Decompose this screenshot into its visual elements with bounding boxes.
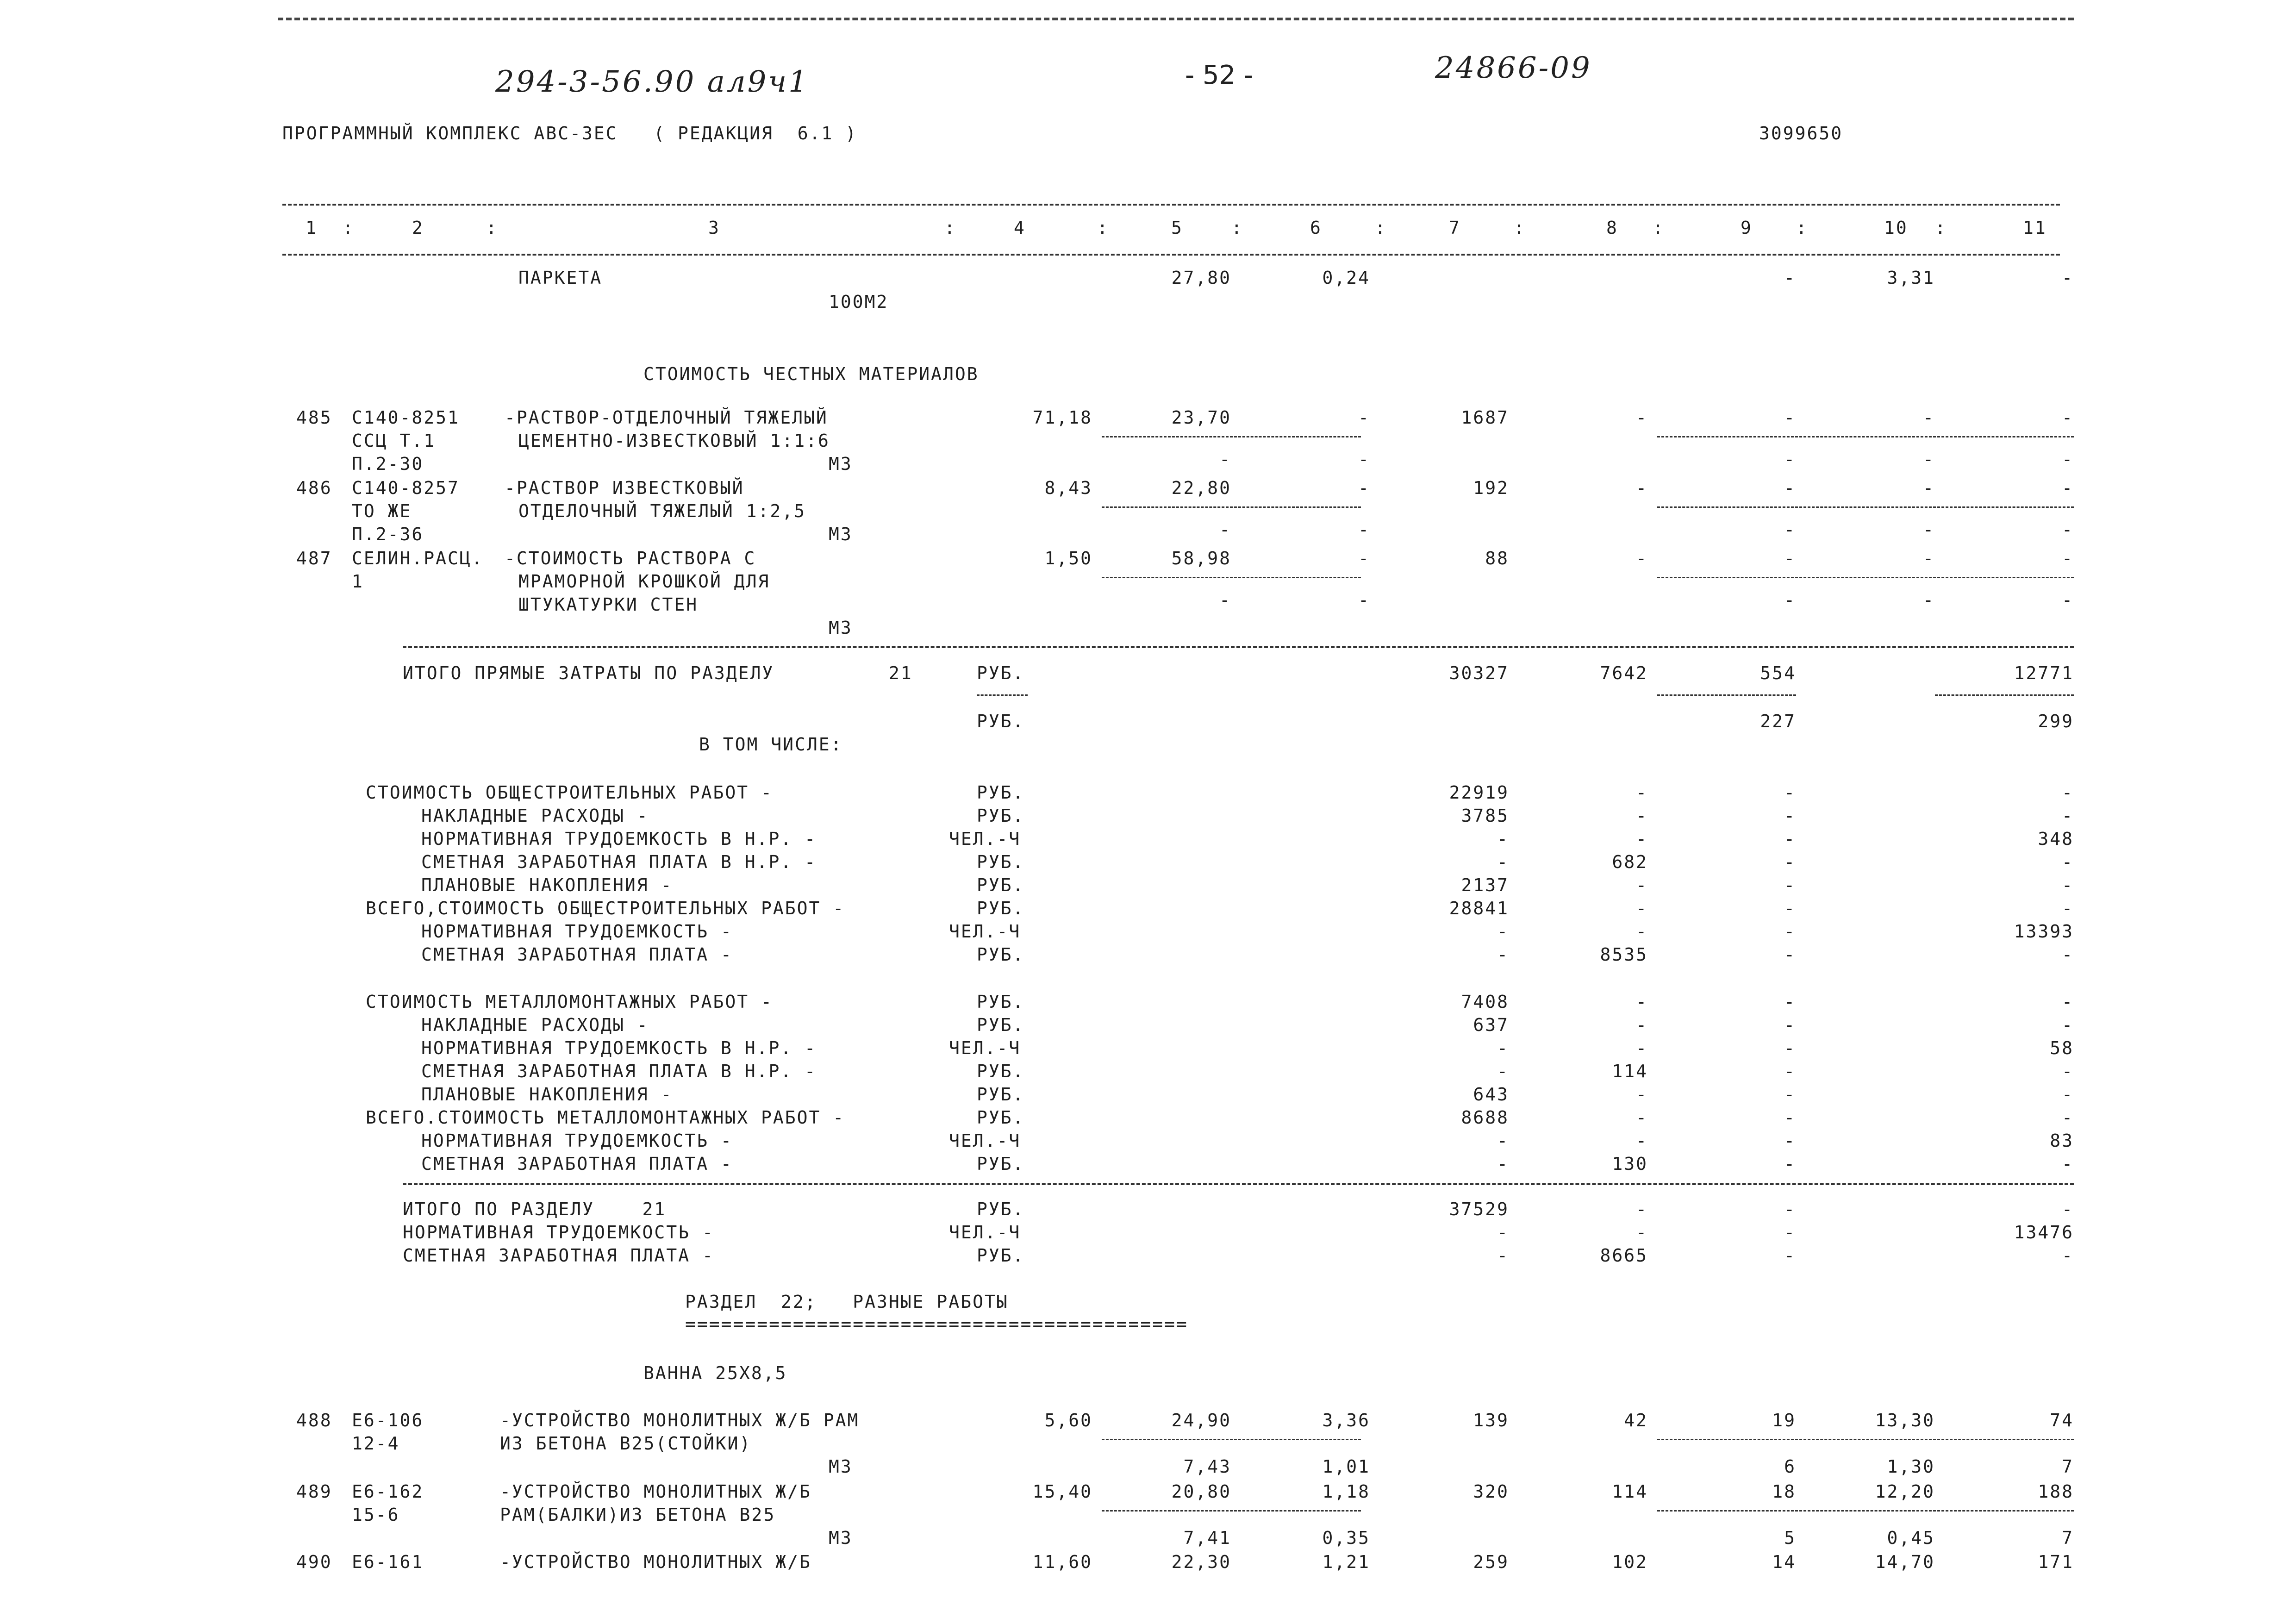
metal-c11: -: [2062, 1061, 2074, 1081]
work-number: 490: [296, 1552, 332, 1572]
column-separator: :: [1231, 218, 1242, 238]
work-c8: 102: [1612, 1552, 1648, 1572]
general-c7: -: [1497, 829, 1509, 849]
general-c8: -: [1636, 875, 1648, 895]
general-unit: РУБ.: [977, 875, 1025, 895]
metal-c9: -: [1784, 1084, 1796, 1105]
material-sub-rule-right: [1657, 577, 2074, 578]
metal-c7: 8688: [1461, 1107, 1509, 1128]
including-title: В ТОМ ЧИСЛЕ:: [699, 734, 843, 755]
metal-c9: -: [1784, 1107, 1796, 1128]
general-unit: РУБ.: [977, 852, 1025, 872]
metal-label: НОРМАТИВНАЯ ТРУДОЕМКОСТЬ В Н.Р. -: [421, 1038, 817, 1058]
general-c9: -: [1784, 921, 1796, 942]
work-sub11: 7: [2062, 1528, 2074, 1548]
work-sub6: 0,35: [1322, 1528, 1370, 1548]
metal-c11: 58: [2050, 1038, 2074, 1058]
metal-c9: -: [1784, 1015, 1796, 1035]
general-c11: -: [2062, 875, 2074, 895]
material-c5: 22,80: [1171, 478, 1231, 498]
material-c9: -: [1784, 407, 1796, 428]
section-total-c8: -: [1636, 1222, 1648, 1243]
direct-total-unit: РУБ.: [977, 663, 1025, 683]
work-c11: 171: [2038, 1552, 2074, 1572]
general-c7: 22919: [1449, 782, 1509, 803]
section-total-rule: [403, 1183, 2074, 1185]
material-sub-rule-right: [1657, 506, 2074, 508]
material-c6: -: [1358, 548, 1370, 568]
material-c10: -: [1923, 407, 1935, 428]
metal-c8: -: [1636, 1084, 1648, 1105]
work-sub6: 1,01: [1322, 1456, 1370, 1477]
section-total-unit: РУБ.: [977, 1245, 1025, 1266]
cont-c5: 27,80: [1171, 268, 1231, 288]
cont-c10: 3,31: [1887, 268, 1935, 288]
column-separator: :: [486, 218, 497, 238]
metal-c8: -: [1636, 992, 1648, 1012]
work-c5: 20,80: [1171, 1481, 1231, 1502]
material-sub10: -: [1923, 519, 1935, 540]
work-c6: 1,18: [1322, 1481, 1370, 1502]
material-sub5: -: [1219, 590, 1231, 610]
metal-c8: 114: [1612, 1061, 1648, 1081]
section-total-c9: -: [1784, 1199, 1796, 1219]
header-rule-top: [282, 204, 2060, 206]
direct-total-rule: [403, 646, 2074, 648]
general-unit: РУБ.: [977, 806, 1025, 826]
column-number-1: 1: [306, 218, 318, 238]
material-c7: 1687: [1461, 407, 1509, 428]
metal-c8: -: [1636, 1038, 1648, 1058]
metal-c9: -: [1784, 1154, 1796, 1174]
material-c11: -: [2062, 478, 2074, 498]
work-c7: 320: [1473, 1481, 1509, 1502]
general-c8: -: [1636, 921, 1648, 942]
work-sub-rule: [1102, 1510, 1361, 1512]
column-number-5: 5: [1171, 218, 1183, 238]
material-c4: 8,43: [1044, 478, 1092, 498]
work-number: 488: [296, 1410, 332, 1430]
bath-title: ВАННА 25Х8,5: [643, 1363, 787, 1383]
general-c11: -: [2062, 852, 2074, 872]
general-c8: -: [1636, 806, 1648, 826]
general-unit: РУБ.: [977, 898, 1025, 918]
material-sub11: -: [2062, 590, 2074, 610]
work-c8: 114: [1612, 1481, 1648, 1502]
general-c7: 2137: [1461, 875, 1509, 895]
work-c9: 14: [1772, 1552, 1796, 1572]
material-c10: -: [1923, 548, 1935, 568]
metal-c9: -: [1784, 1131, 1796, 1151]
section22-rule: ==========================================: [685, 1314, 1188, 1334]
direct-total-section: 21: [889, 663, 913, 683]
direct-total-c8: 7642: [1600, 663, 1648, 683]
work-c4: 15,40: [1032, 1481, 1092, 1502]
general-label: СМЕТНАЯ ЗАРАБОТНАЯ ПЛАТА В Н.Р. -: [421, 852, 817, 872]
metal-c7: -: [1497, 1154, 1509, 1174]
metal-label: ВСЕГО.СТОИМОСТЬ МЕТАЛЛОМОНТАЖНЫХ РАБОТ -: [366, 1107, 845, 1128]
column-number-7: 7: [1449, 218, 1461, 238]
cont-desc: ПАРКЕТА: [518, 268, 603, 288]
metal-unit: РУБ.: [977, 1154, 1025, 1174]
top-edge-dots: [278, 18, 2074, 20]
metal-c11: 83: [2050, 1131, 2074, 1151]
general-c9: -: [1784, 944, 1796, 965]
doc-code-handwritten: 294-3-56.90 ал9ч1: [495, 65, 809, 99]
metal-label: СМЕТНАЯ ЗАРАБОТНАЯ ПЛАТА -: [421, 1154, 733, 1174]
work-code-2: 15-6: [352, 1505, 400, 1525]
general-c11: -: [2062, 898, 2074, 918]
work-c4: 5,60: [1044, 1410, 1092, 1430]
materials-section-title: СТОИМОСТЬ ЧЕСТНЫХ МАТЕРИАЛОВ: [643, 364, 979, 384]
material-unit: М3: [829, 618, 853, 638]
metal-unit: ЧЕЛ.-Ч: [949, 1131, 1021, 1151]
metal-unit: РУБ.: [977, 1084, 1025, 1105]
work-sub5: 7,43: [1183, 1456, 1231, 1477]
work-c8: 42: [1624, 1410, 1648, 1430]
material-desc-2: МРАМОРНОЙ КРОШКОЙ ДЛЯ: [518, 571, 770, 592]
metal-c7: -: [1497, 1061, 1509, 1081]
material-desc-2: ОТДЕЛОЧНЫЙ ТЯЖЕЛЫЙ 1:2,5: [518, 501, 806, 521]
material-unit: М3: [829, 524, 853, 544]
general-unit: ЧЕЛ.-Ч: [949, 829, 1021, 849]
section-total-c7: 37529: [1449, 1199, 1509, 1219]
column-number-4: 4: [1014, 218, 1026, 238]
metal-c9: -: [1784, 1038, 1796, 1058]
section22-title: РАЗДЕЛ 22; РАЗНЫЕ РАБОТЫ: [685, 1292, 1009, 1312]
material-sub10: -: [1923, 590, 1935, 610]
material-c4: 1,50: [1044, 548, 1092, 568]
section-total-label: СМЕТНАЯ ЗАРАБОТНАЯ ПЛАТА -: [403, 1245, 714, 1266]
metal-unit: ЧЕЛ.-Ч: [949, 1038, 1021, 1058]
general-c11: 348: [2038, 829, 2074, 849]
metal-label: ПЛАНОВЫЕ НАКОПЛЕНИЯ -: [421, 1084, 673, 1105]
work-desc-2: ИЗ БЕТОНА В25(СТОЙКИ): [500, 1433, 752, 1454]
metal-c11: -: [2062, 992, 2074, 1012]
material-code-2: 1: [352, 571, 364, 592]
work-c9: 19: [1772, 1410, 1796, 1430]
material-desc: -РАСТВОР-ОТДЕЛОЧНЫЙ ТЯЖЕЛЫЙ: [505, 407, 828, 428]
column-number-6: 6: [1310, 218, 1322, 238]
metal-label: НАКЛАДНЫЕ РАСХОДЫ -: [421, 1015, 649, 1035]
general-label: НАКЛАДНЫЕ РАСХОДЫ -: [421, 806, 649, 826]
general-label: НОРМАТИВНАЯ ТРУДОЕМКОСТЬ -: [421, 921, 733, 942]
material-sub-rule: [1102, 506, 1361, 508]
general-unit: ЧЕЛ.-Ч: [949, 921, 1021, 942]
work-unit: М3: [829, 1528, 853, 1548]
direct-total-c9b: 227: [1760, 711, 1796, 731]
material-sub6: -: [1358, 449, 1370, 469]
work-number: 489: [296, 1481, 332, 1502]
work-c11: 74: [2050, 1410, 2074, 1430]
metal-c8: -: [1636, 1131, 1648, 1151]
metal-unit: РУБ.: [977, 1107, 1025, 1128]
metal-c8: -: [1636, 1015, 1648, 1035]
material-code: С140-8251: [352, 407, 460, 428]
material-code-2: ССЦ Т.1: [352, 431, 436, 451]
work-code: Е6-161: [352, 1552, 424, 1572]
material-sub-rule: [1102, 436, 1361, 437]
metal-c7: 643: [1473, 1084, 1509, 1105]
metal-c7: 7408: [1461, 992, 1509, 1012]
general-c8: 682: [1612, 852, 1648, 872]
work-sub11: 7: [2062, 1456, 2074, 1477]
metal-c9: -: [1784, 992, 1796, 1012]
column-number-11: 11: [2023, 218, 2047, 238]
column-number-10: 10: [1884, 218, 1908, 238]
page-number: - 52 -: [1185, 60, 1254, 90]
general-label: СМЕТНАЯ ЗАРАБОТНАЯ ПЛАТА -: [421, 944, 733, 965]
material-c11: -: [2062, 407, 2074, 428]
direct-total-sub-rule-9: [1657, 694, 1796, 696]
general-c9: -: [1784, 829, 1796, 849]
metal-c9: -: [1784, 1061, 1796, 1081]
metal-unit: РУБ.: [977, 1061, 1025, 1081]
metal-c11: -: [2062, 1084, 2074, 1105]
cont-c6: 0,24: [1322, 268, 1370, 288]
work-code: Е6-106: [352, 1410, 424, 1430]
column-separator: :: [1097, 218, 1108, 238]
work-c5: 24,90: [1171, 1410, 1231, 1430]
direct-total-c11b: 299: [2038, 711, 2074, 731]
general-c7: -: [1497, 852, 1509, 872]
metal-label: СТОИМОСТЬ МЕТАЛЛОМОНТАЖНЫХ РАБОТ -: [366, 992, 773, 1012]
section-total-c11: -: [2062, 1199, 2074, 1219]
section-total-label: ИТОГО ПО РАЗДЕЛУ 21: [403, 1199, 667, 1219]
direct-total-c7: 30327: [1449, 663, 1509, 683]
material-code: С140-8257: [352, 478, 460, 498]
general-c7: -: [1497, 944, 1509, 965]
work-sub10: 1,30: [1887, 1456, 1935, 1477]
section-total-label: НОРМАТИВНАЯ ТРУДОЕМКОСТЬ -: [403, 1222, 714, 1243]
material-desc-2: ЦЕМЕНТНО-ИЗВЕСТКОВЫЙ 1:1:6: [518, 431, 830, 451]
work-c4: 11,60: [1032, 1552, 1092, 1572]
work-sub-rule-right: [1657, 1510, 2074, 1512]
section-total-c8: 8665: [1600, 1245, 1648, 1266]
material-code-3: П.2-36: [352, 524, 424, 544]
work-c6: 1,21: [1322, 1552, 1370, 1572]
direct-total-c9: 554: [1760, 663, 1796, 683]
metal-c7: 637: [1473, 1015, 1509, 1035]
material-sub6: -: [1358, 590, 1370, 610]
cont-c11: -: [2062, 268, 2074, 288]
material-sub9: -: [1784, 519, 1796, 540]
material-c8: -: [1636, 407, 1648, 428]
material-sub9: -: [1784, 590, 1796, 610]
material-sub5: -: [1219, 449, 1231, 469]
material-c7: 88: [1485, 548, 1509, 568]
work-c7: 139: [1473, 1410, 1509, 1430]
material-c10: -: [1923, 478, 1935, 498]
work-c6: 3,36: [1322, 1410, 1370, 1430]
general-c7: 28841: [1449, 898, 1509, 918]
work-desc: -УСТРОЙСТВО МОНОЛИТНЫХ Ж/Б: [500, 1552, 811, 1572]
column-separator: :: [1514, 218, 1524, 238]
section-total-unit: ЧЕЛ.-Ч: [949, 1222, 1021, 1243]
work-c10: 12,20: [1875, 1481, 1935, 1502]
general-c9: -: [1784, 898, 1796, 918]
section-total-c9: -: [1784, 1222, 1796, 1243]
work-code-2: 12-4: [352, 1433, 400, 1454]
work-sub9: 6: [1784, 1456, 1796, 1477]
material-code-3: П.2-30: [352, 454, 424, 474]
column-separator: :: [1796, 218, 1807, 238]
general-c8: -: [1636, 898, 1648, 918]
direct-total-sub-rule: [977, 694, 1028, 696]
work-c10: 13,30: [1875, 1410, 1935, 1430]
general-label: ВСЕГО,СТОИМОСТЬ ОБЩЕСТРОИТЕЛЬНЫХ РАБОТ -: [366, 898, 845, 918]
material-c5: 58,98: [1171, 548, 1231, 568]
material-c4: 71,18: [1032, 407, 1092, 428]
metal-c7: -: [1497, 1038, 1509, 1058]
column-separator: :: [1653, 218, 1663, 238]
metal-c8: 130: [1612, 1154, 1648, 1174]
general-c11: -: [2062, 944, 2074, 965]
cont-unit: 100М2: [829, 292, 889, 312]
metal-c11: -: [2062, 1154, 2074, 1174]
general-label: НОРМАТИВНАЯ ТРУДОЕМКОСТЬ В Н.Р. -: [421, 829, 817, 849]
work-sub9: 5: [1784, 1528, 1796, 1548]
material-sub11: -: [2062, 449, 2074, 469]
material-desc-3: ШТУКАТУРКИ СТЕН: [518, 594, 699, 615]
material-number: 486: [296, 478, 332, 498]
direct-total-unit-2: РУБ.: [977, 711, 1025, 731]
work-c5: 22,30: [1171, 1552, 1231, 1572]
cont-c9: -: [1784, 268, 1796, 288]
material-number: 485: [296, 407, 332, 428]
material-code: СЕЛИН.РАСЦ.: [352, 548, 484, 568]
doc-number-handwritten: 24866-09: [1435, 51, 1592, 85]
metal-c11: -: [2062, 1107, 2074, 1128]
material-sub6: -: [1358, 519, 1370, 540]
direct-total-sub-rule-11: [1935, 694, 2074, 696]
column-separator: :: [343, 218, 353, 238]
section-total-c8: -: [1636, 1199, 1648, 1219]
work-c10: 14,70: [1875, 1552, 1935, 1572]
work-desc-2: РАМ(БАЛКИ)ИЗ БЕТОНА В25: [500, 1505, 776, 1525]
column-separator: :: [1375, 218, 1385, 238]
material-c7: 192: [1473, 478, 1509, 498]
work-code: Е6-162: [352, 1481, 424, 1502]
program-code: 3099650: [1759, 123, 1843, 144]
material-number: 487: [296, 548, 332, 568]
column-number-3: 3: [708, 218, 720, 238]
material-c8: -: [1636, 478, 1648, 498]
column-separator: :: [944, 218, 955, 238]
material-unit: М3: [829, 454, 853, 474]
section-total-c7: -: [1497, 1245, 1509, 1266]
material-c11: -: [2062, 548, 2074, 568]
material-sub10: -: [1923, 449, 1935, 469]
general-c11: -: [2062, 782, 2074, 803]
metal-unit: РУБ.: [977, 1015, 1025, 1035]
general-c8: -: [1636, 782, 1648, 803]
general-c8: -: [1636, 829, 1648, 849]
work-sub10: 0,45: [1887, 1528, 1935, 1548]
material-sub11: -: [2062, 519, 2074, 540]
work-c11: 188: [2038, 1481, 2074, 1502]
material-desc: -СТОИМОСТЬ РАСТВОРА С: [505, 548, 756, 568]
work-desc: -УСТРОЙСТВО МОНОЛИТНЫХ Ж/Б РАМ: [500, 1410, 860, 1430]
metal-c7: -: [1497, 1131, 1509, 1151]
work-unit: М3: [829, 1456, 853, 1477]
general-label: СТОИМОСТЬ ОБЩЕСТРОИТЕЛЬНЫХ РАБОТ -: [366, 782, 773, 803]
work-desc: -УСТРОЙСТВО МОНОЛИТНЫХ Ж/Б: [500, 1481, 811, 1502]
material-sub-rule-right: [1657, 436, 2074, 437]
general-c8: 8535: [1600, 944, 1648, 965]
general-c9: -: [1784, 852, 1796, 872]
material-c9: -: [1784, 548, 1796, 568]
column-number-2: 2: [412, 218, 424, 238]
section-total-c11: -: [2062, 1245, 2074, 1266]
material-code-2: ТО ЖЕ: [352, 501, 412, 521]
general-c9: -: [1784, 806, 1796, 826]
work-c9: 18: [1772, 1481, 1796, 1502]
column-number-9: 9: [1741, 218, 1753, 238]
material-c6: -: [1358, 478, 1370, 498]
header-rule-bottom: [282, 254, 2060, 256]
material-c9: -: [1784, 478, 1796, 498]
general-c7: 3785: [1461, 806, 1509, 826]
material-desc: -РАСТВОР ИЗВЕСТКОВЫЙ: [505, 478, 744, 498]
section-total-c7: -: [1497, 1222, 1509, 1243]
material-sub-rule: [1102, 577, 1361, 578]
direct-total-c11: 12771: [2014, 663, 2074, 683]
metal-c8: -: [1636, 1107, 1648, 1128]
metal-label: СМЕТНАЯ ЗАРАБОТНАЯ ПЛАТА В Н.Р. -: [421, 1061, 817, 1081]
general-c9: -: [1784, 782, 1796, 803]
metal-label: НОРМАТИВНАЯ ТРУДОЕМКОСТЬ -: [421, 1131, 733, 1151]
material-c8: -: [1636, 548, 1648, 568]
material-c5: 23,70: [1171, 407, 1231, 428]
work-sub5: 7,41: [1183, 1528, 1231, 1548]
general-unit: РУБ.: [977, 782, 1025, 803]
direct-total-label: ИТОГО ПРЯМЫЕ ЗАТРАТЫ ПО РАЗДЕЛУ: [403, 663, 774, 683]
section-total-c9: -: [1784, 1245, 1796, 1266]
general-c7: -: [1497, 921, 1509, 942]
material-c6: -: [1358, 407, 1370, 428]
general-label: ПЛАНОВЫЕ НАКОПЛЕНИЯ -: [421, 875, 673, 895]
general-c9: -: [1784, 875, 1796, 895]
material-sub9: -: [1784, 449, 1796, 469]
work-sub-rule: [1102, 1439, 1361, 1440]
work-sub-rule-right: [1657, 1439, 2074, 1440]
column-number-8: 8: [1606, 218, 1618, 238]
section-total-unit: РУБ.: [977, 1199, 1025, 1219]
program-title: ПРОГРАММНЫЙ КОМПЛЕКС АВС-3ЕС ( РЕДАКЦИЯ 6.1 ): [282, 123, 858, 144]
column-separator: :: [1935, 218, 1946, 238]
material-sub5: -: [1219, 519, 1231, 540]
metal-unit: РУБ.: [977, 992, 1025, 1012]
general-unit: РУБ.: [977, 944, 1025, 965]
general-c11: -: [2062, 806, 2074, 826]
work-c7: 259: [1473, 1552, 1509, 1572]
metal-c11: -: [2062, 1015, 2074, 1035]
general-c11: 13393: [2014, 921, 2074, 942]
section-total-c11: 13476: [2014, 1222, 2074, 1243]
